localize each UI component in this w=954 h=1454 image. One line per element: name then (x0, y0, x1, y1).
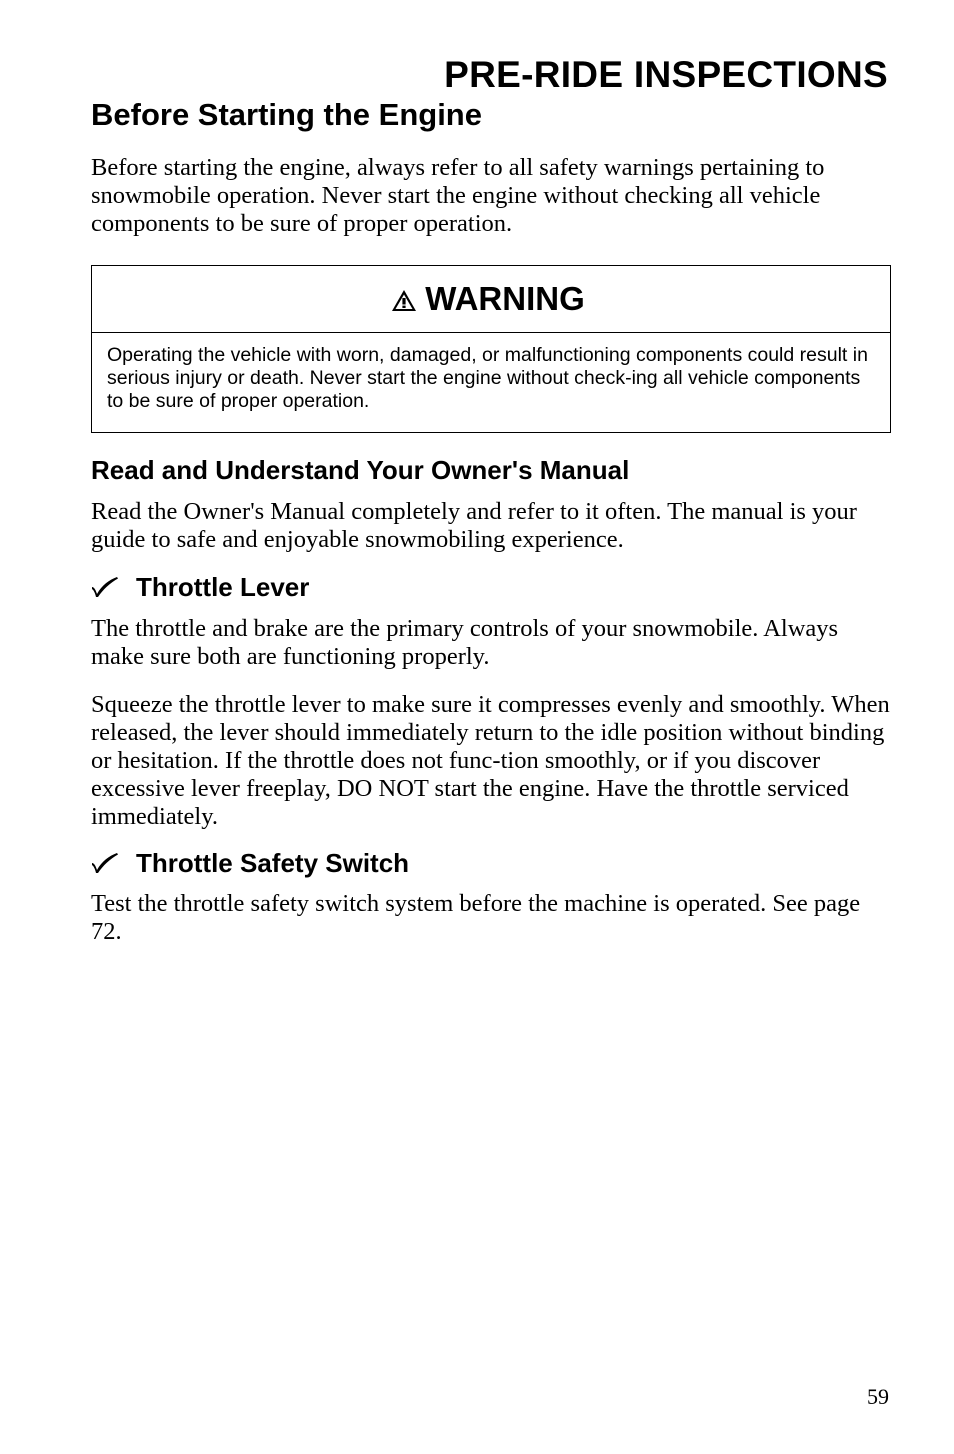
chapter-title: PRE-RIDE INSPECTIONS (444, 54, 888, 95)
manual-page (91, 0, 891, 1454)
throttle-lever-paragraph-2: Squeeze the throttle lever to make sure it compresses evenly and smoothly. When released, the lever should immediately return to the idle position without binding or hesitation. If the throttle does not func-tion smoothly, or if you discover excessive lever freeplay, DO NOT start the engine. Have the throttle serviced immediately. (91, 691, 890, 830)
warning-label: WARNING (425, 280, 585, 317)
throttle-safety-switch-paragraph: Test the throttle safety switch system before the machine is operated. See page 72. (91, 890, 861, 945)
throttle-safety-switch-title: Throttle Safety Switch (136, 848, 410, 878)
intro-paragraph: Before starting the engine, always refer to all safety warnings pertaining to snowmobile operation. Never start the engine without checking all vehicle components to be sure of proper operation. (91, 154, 825, 237)
throttle-lever-title: Throttle Lever (136, 572, 310, 602)
warning-triangle-icon (391, 289, 417, 312)
checkmark-icon (91, 852, 136, 874)
checkmark-icon (91, 576, 136, 598)
section-title: Before Starting the Engine (91, 97, 482, 132)
throttle-lever-heading (91, 571, 309, 603)
throttle-lever-paragraph-1: The throttle and brake are the primary controls of your snowmobile. Always make sure both are functioning properly. (91, 615, 839, 670)
warning-box (91, 265, 891, 433)
throttle-safety-switch-heading (91, 847, 409, 879)
manual-section-paragraph: Read the Owner's Manual completely and refer to it often. The manual is your guide to safe and enjoyable snowmobiling experience. (91, 498, 857, 553)
page-number: 59 (867, 1384, 889, 1409)
warning-text: Operating the vehicle with worn, damaged, or malfunctioning components could result in serious injury or death. Never start the engine without check-ing all vehicle components to be sure of proper operation. (107, 344, 868, 412)
warning-header (92, 266, 890, 333)
manual-section-title: Read and Understand Your Owner's Manual (91, 455, 630, 485)
